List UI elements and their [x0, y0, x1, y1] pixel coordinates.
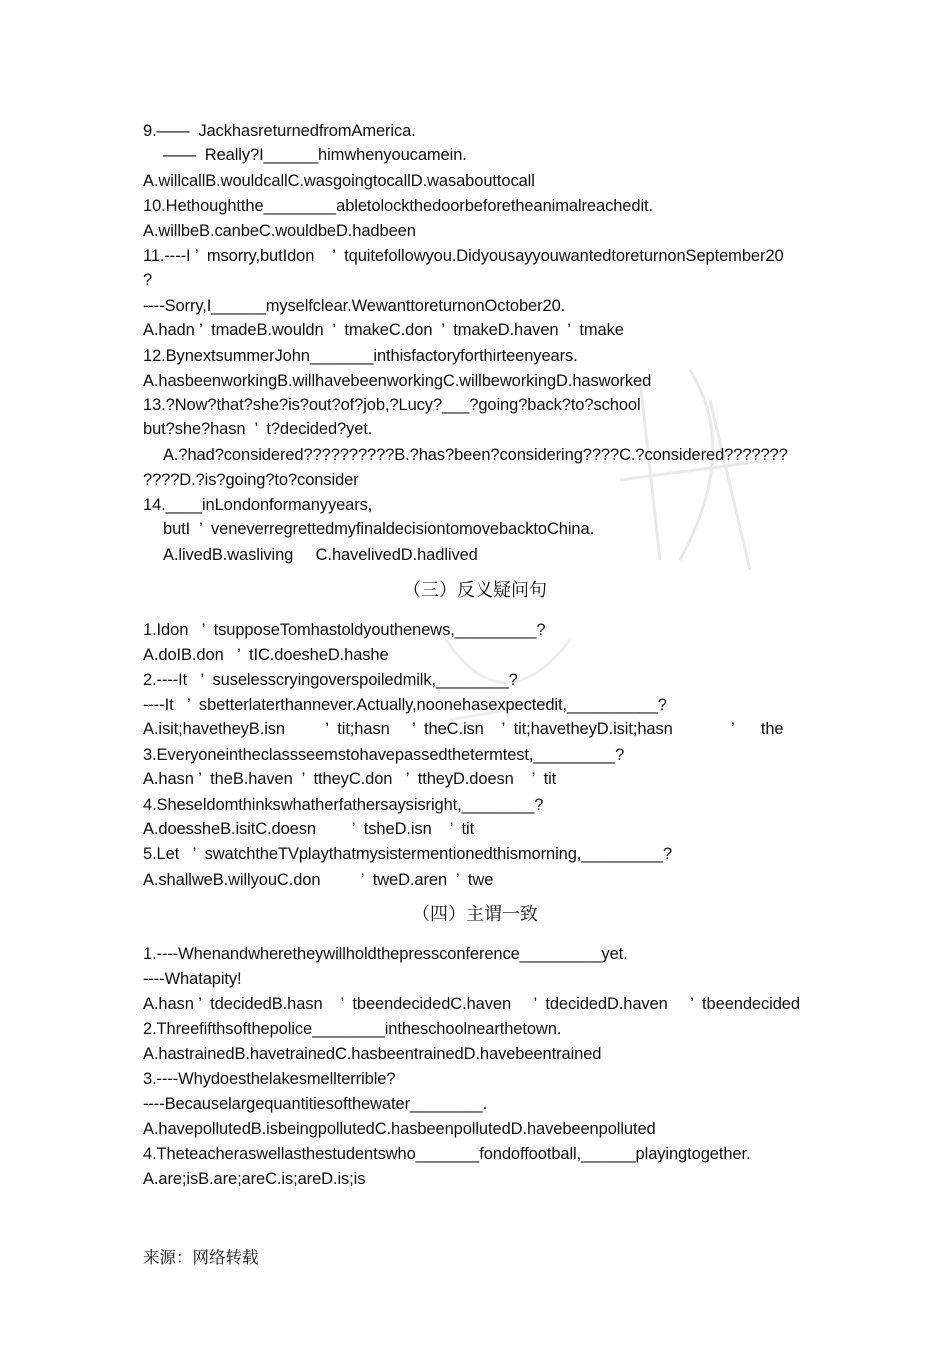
question-9-line: 9.—— JackhasreturnedfromAmerica. [143, 122, 416, 140]
question-11-line: 11.----I ’ msorry,butIdon ’ tquitefollowyou.DidyousayyouwantedtoreturnonSeptember20 [143, 247, 784, 265]
tag-question-2-line: 2.----It ’ suselesscryingoverspoiledmilk,________? [143, 671, 518, 689]
tag-question-1-line: 1.Idon ’ tsupposeTomhastoldyouthenews,_________? [143, 621, 546, 639]
agreement-4-options: A.are;isB.are;areC.is;areD.is;is [143, 1170, 366, 1188]
tag-question-3-options: A.hasn ’ theB.haven ’ ttheyC.don ’ ttheyD.doesn ’ tit [143, 770, 557, 788]
agreement-2-options: A.hastrainedB.havetrainedC.hasbeentrainedD.havebeentrained [143, 1045, 602, 1063]
agreement-3-reply: ----Becauselargequantitiesofthewater________. [143, 1095, 488, 1113]
question-11-options: A.hadn ’ tmadeB.wouldn ’ tmakeC.don ’ tmakeD.haven ’ tmake [143, 321, 624, 339]
section-heading-tag-questions: （三）反义疑问句 [403, 580, 547, 601]
agreement-1-options: A.hasn ’ tdecidedB.hasn ’ tbeendecidedC.haven ’ tdecidedD.haven ’ tbeendecided [143, 995, 800, 1013]
question-13-options: A.?had?considered??????????B.?has?been?considering????C.?considered??????? [163, 446, 788, 464]
source-footer: 来源：网络转载 [143, 1248, 259, 1267]
tag-question-5-options: A.shallweB.willyouC.don ’ tweD.aren ’ twe [143, 871, 494, 889]
question-14-options: A.livedB.wasliving C.havelivedD.hadlived [163, 546, 478, 564]
tag-question-5-line: 5.Let ’ swatchtheTVplaythatmysistermentionedthismorning,_________? [143, 845, 673, 863]
question-9-reply: —— Really?I______himwhenyoucamein. [163, 146, 467, 164]
agreement-3-line: 3.----Whydoesthelakesmellterrible? [143, 1070, 396, 1088]
tag-question-2-reply: ----It ’ sbetterlaterthannever.Actually,noonehasexpectedit,__________? [143, 696, 667, 714]
agreement-3-options: A.havepollutedB.isbeingpollutedC.hasbeenpollutedD.havebeenpolluted [143, 1120, 656, 1138]
question-10-options: A.willbeB.canbeC.wouldbeD.hadbeen [143, 222, 416, 240]
tag-question-4-line: 4.Sheseldomthinkswhatherfathersaysisright,________? [143, 796, 544, 814]
agreement-1-line: 1.----Whenandwheretheywillholdthepressconference_________yet. [143, 945, 628, 963]
question-9-options: A.willcallB.wouldcallC.wasgoingtocallD.wasabouttocall [143, 172, 535, 190]
agreement-4-line: 4.Theteacheraswellasthestudentswho_______fondoffootball,______playingtogether. [143, 1145, 751, 1163]
question-11-line-cont: ? [143, 271, 153, 289]
question-13-line-cont: but?she?hasn ’ t?decided?yet. [143, 420, 373, 438]
tag-question-3-line: 3.Everyoneintheclassseemstohavepassedthetermtest,_________? [143, 746, 625, 764]
tag-question-1-options: A.doIB.don ’ tIC.doesheD.hashe [143, 646, 389, 664]
question-12-options: A.hasbeenworkingB.willhavebeenworkingC.willbeworkingD.hasworked [143, 372, 652, 390]
question-13-line: 13.?Now?that?she?is?out?of?job,?Lucy?___?going?back?to?school [143, 396, 641, 414]
question-14-line: 14.____inLondonformanyyears, [143, 496, 373, 514]
question-11-reply: ----Sorry,I______myselfclear.WewanttoreturnonOctober20. [143, 297, 566, 315]
section-heading-agreement: （四）主谓一致 [412, 904, 538, 925]
agreement-1-reply: ----Whatapity! [143, 970, 242, 988]
agreement-2-line: 2.Threefifthsofthepolice________intheschoolnearthetown. [143, 1020, 562, 1038]
question-12-line: 12.BynextsummerJohn_______inthisfactoryforthirteenyears. [143, 347, 578, 365]
question-14-line-cont: butI ’ veneverregrettedmyfinaldecisiontomovebacktoChina. [163, 520, 595, 538]
tag-question-2-options: A.isit;havetheyB.isn ’ tit;hasn ’ theC.isn ’ tit;havetheyD.isit;hasn ’ the [143, 720, 784, 738]
tag-question-4-options: A.doessheB.isitC.doesn ’ tsheD.isn ’ tit [143, 820, 475, 838]
question-10-line: 10.Hethoughtthe________abletolockthedoorbeforetheanimalreachedit. [143, 197, 653, 215]
question-13-options-cont: ????D.?is?going?to?consider [143, 471, 359, 489]
